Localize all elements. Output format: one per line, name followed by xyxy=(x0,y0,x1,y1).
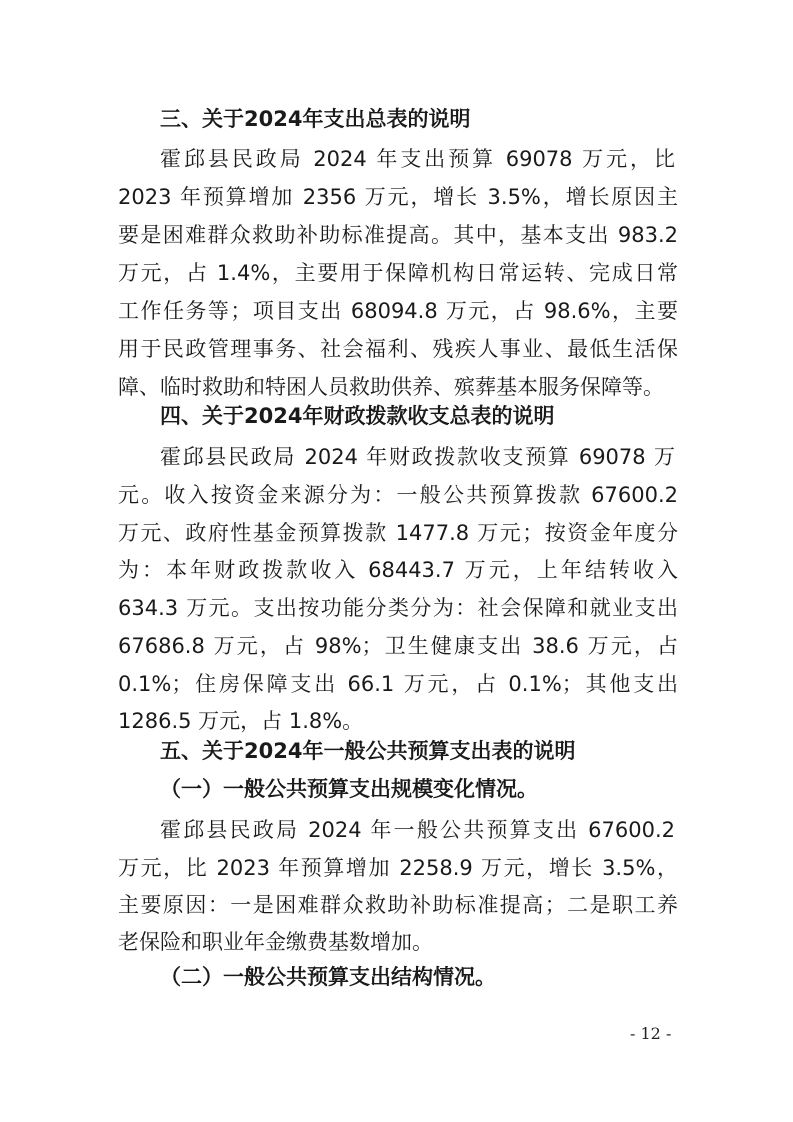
paragraph-line: 霍邱县民政局 2024 年支出预算 69078 万元，比 xyxy=(160,147,675,171)
paragraph-line: 用于民政管理事务、社会福利、残疾人事业、最低生活保 xyxy=(118,337,678,361)
section-heading-4: 四、关于2024年财政拨款收支总表的说明 xyxy=(160,404,555,428)
paragraph-line: 634.3 万元。支出按功能分类分为：社会保障和就业支出 xyxy=(118,596,678,620)
page-number: - 12 - xyxy=(630,1024,672,1043)
paragraph-line: 1286.5 万元，占 1.8%。 xyxy=(118,709,364,733)
paragraph-line: 2023 年预算增加 2356 万元，增长 3.5%，增长原因主 xyxy=(118,185,678,209)
paragraph-line: 0.1%；住房保障支出 66.1 万元，占 0.1%；其他支出 xyxy=(118,672,678,696)
subsection-heading-1: （一）一般公共预算支出规模变化情况。 xyxy=(160,777,538,801)
paragraph-line: 万元，占 1.4%，主要用于保障机构日常运转、完成日常 xyxy=(118,261,678,285)
paragraph-line: 主要原因：一是困难群众救助补助标准提高；二是职工养 xyxy=(118,893,678,917)
section-heading-3: 三、关于2024年支出总表的说明 xyxy=(160,107,471,131)
paragraph-line: 万元、政府性基金预算拨款 1477.8 万元；按资金年度分 xyxy=(118,521,678,545)
subsection-heading-2: （二）一般公共预算支出结构情况。 xyxy=(160,965,496,989)
paragraph-line: 元。收入按资金来源分为：一般公共预算拨款 67600.2 xyxy=(118,483,678,507)
paragraph-line: 万元，比 2023 年预算增加 2258.9 万元，增长 3.5%， xyxy=(118,856,678,880)
paragraph-line: 为：本年财政拨款收入 68443.7 万元，上年结转收入 xyxy=(118,558,678,582)
paragraph-line: 霍邱县民政局 2024 年一般公共预算支出 67600.2 xyxy=(160,818,675,842)
paragraph-line: 要是困难群众救助补助标准提高。其中，基本支出 983.2 xyxy=(118,223,678,247)
paragraph-line: 障、临时救助和特困人员救助供养、殡葬基本服务保障等。 xyxy=(118,375,664,399)
paragraph-line: 67686.8 万元，占 98%；卫生健康支出 38.6 万元，占 xyxy=(118,634,678,658)
paragraph-line: 霍邱县民政局 2024 年财政拨款收支预算 69078 万 xyxy=(160,445,675,469)
section-heading-5: 五、关于2024年一般公共预算支出表的说明 xyxy=(160,739,576,763)
paragraph-line: 老保险和职业年金缴费基数增加。 xyxy=(118,930,433,954)
paragraph-line: 工作任务等；项目支出 68094.8 万元，占 98.6%，主要 xyxy=(118,299,678,323)
